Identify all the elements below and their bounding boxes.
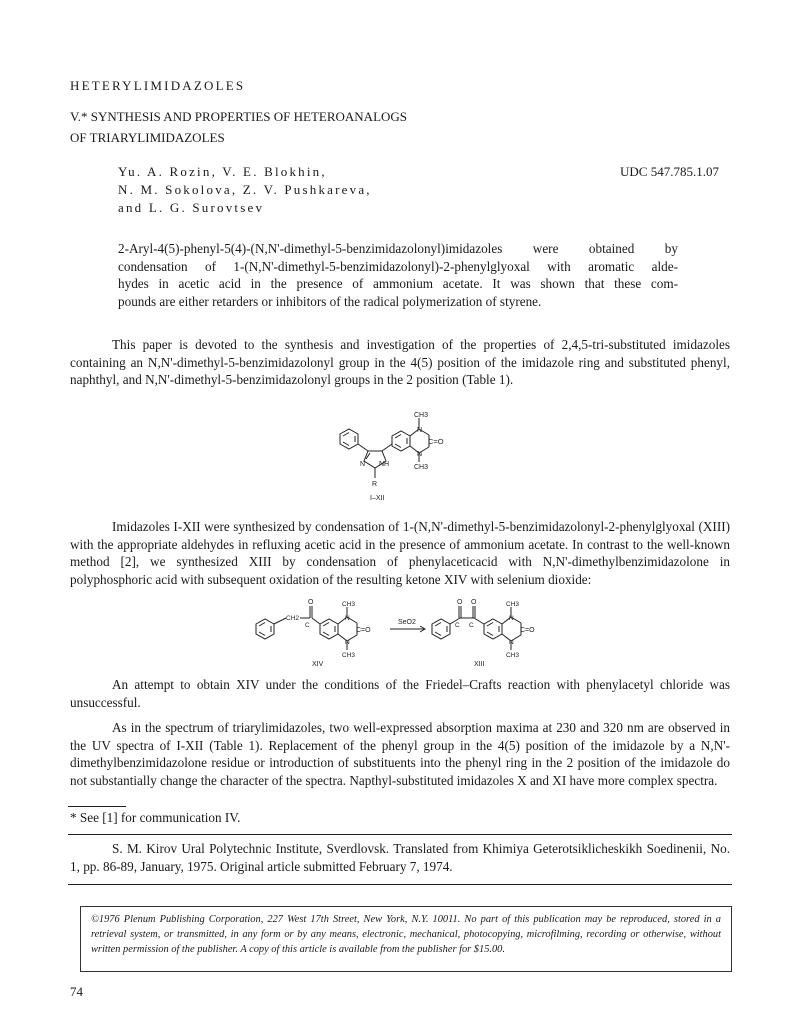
xiii-oxygen-2-label: O bbox=[471, 599, 477, 606]
xiii-ch3-bottom-label: CH3 bbox=[506, 652, 520, 659]
affiliation-note: S. M. Kirov Ural Polytechnic Institute, Sverdlovsk. Translated from Khimiya Geterotsiklicheskikh Soedinenii, No. 1, pp. 86-89, January, 1975. Original article submitted February 7, 1974. bbox=[70, 841, 730, 874]
imidazole-nh-label: NH bbox=[379, 461, 390, 468]
xiii-oxygen-1-label: O bbox=[457, 599, 463, 606]
xiv-carbon-label: C bbox=[305, 622, 310, 629]
abstract-line-1: 2-Aryl-4(5)-phenyl-5(4)-(N,N'-dimethyl-5-benzimidazolonyl)imidazoles were obtained by bbox=[118, 241, 678, 256]
abstract-line-3: hydes in acetic acid in the presence of ammonium acetate. It was shown that these com- bbox=[118, 276, 678, 292]
xiii-n-top-label: N bbox=[509, 615, 514, 622]
paragraph-1: This paper is devoted to the synthesis and investigation of the properties of 2,4,5-tri-substituted imidazoles containing an N,N'-dimethyl-5-benzimidazolonyl group in the 4(5) position of the imidazole ring and substituted phenyl, naphthyl, and N,N'-dimethyl-5-benzimidazolonyl groups in the 2 position (Table 1). bbox=[70, 337, 730, 388]
xiv-ch3-bottom-label: CH3 bbox=[342, 652, 356, 659]
abstract bbox=[118, 240, 678, 310]
page-number: 74 bbox=[70, 984, 83, 999]
compound-label-xiii: XIII bbox=[474, 661, 485, 668]
copyright-box bbox=[80, 906, 732, 972]
compound-label-i-xii: I–XII bbox=[370, 495, 385, 502]
xiii-carbon-1-label: C bbox=[455, 622, 460, 629]
xiv-ch3-top-label: CH3 bbox=[342, 601, 356, 608]
footnote-rule bbox=[68, 806, 126, 807]
xiii-carbon-2-label: C bbox=[469, 622, 474, 629]
carbonyl-label: C=O bbox=[428, 437, 444, 446]
n-bottom-label: N bbox=[417, 451, 423, 458]
r-label: R bbox=[372, 481, 378, 488]
xiv-ch2-label: CH2 bbox=[286, 615, 300, 622]
xiv-n-top-label: N bbox=[345, 615, 350, 622]
authors-line-2: N. M. Sokolova, Z. V. Pushkareva, bbox=[118, 182, 372, 197]
paragraph-3: An attempt to obtain XIV under the conditions of the Friedel–Crafts reaction with phenylacetyl chloride was unsuccessful. bbox=[70, 677, 730, 710]
article-title-line-2: OF TRIARYLIMIDAZOLES bbox=[70, 130, 225, 145]
paragraph-4: As in the spectrum of triarylimidazoles, two well-expressed absorption maxima at 230 and 320 nm are observed in the UV spectra of I-XII (Table 1). Replacement of the phenyl group in the 4(5) position of the imidazole by a N,N'-dimethylbenzimidazolone residue or introduction of substituents into the phenyl ring in the 2 position of the imidazole do not substantially change the character of the spectra. Napthyl-substituted imidazoles X and XI have more complex spectra. bbox=[70, 720, 730, 788]
xiv-oxygen-label: O bbox=[308, 599, 314, 606]
ch3-top-label: CH3 bbox=[414, 412, 429, 419]
xiii-n-bottom-label: N bbox=[509, 639, 514, 646]
article-title-line-1: V.* SYNTHESIS AND PROPERTIES OF HETEROANALOGS bbox=[70, 109, 408, 124]
affiliation-bottom-rule bbox=[68, 884, 732, 885]
xiii-ch3-top-label: CH3 bbox=[506, 601, 520, 608]
n-top-label: N bbox=[417, 427, 423, 434]
abstract-line-4: pounds are either retarders or inhibitors of the radical polymerization of styrene. bbox=[118, 293, 542, 309]
series-title: HETERYLIMIDAZOLES bbox=[70, 78, 246, 93]
ch3-bottom-label: CH3 bbox=[414, 464, 429, 471]
affiliation-rule bbox=[68, 834, 732, 835]
structure-imidazoles bbox=[330, 406, 480, 506]
compound-label-xiv: XIV bbox=[312, 661, 324, 668]
abstract-line-2: condensation of 1-(N,N'-dimethyl-5-benzimidazolonyl)-2-phenylglyoxal with aromatic alde- bbox=[118, 258, 678, 274]
xiii-carbonyl-label: C=O bbox=[520, 627, 535, 634]
copyright-notice: ©1976 Plenum Publishing Corporation, 227 West 17th Street, New York, N.Y. 10011. No part of this publication may be reproduced, stored in a retrieval system, or transmitted, in any form or by any means, electronic, mechanical, photocopying, microfilming, recording or otherwise, without written permission of the publisher. A copy of this article is available from the publisher for $15.00. bbox=[91, 914, 721, 955]
authors-line-1: Yu. A. Rozin, V. E. Blokhin, bbox=[118, 164, 327, 179]
imidazole-n-label: N bbox=[360, 461, 366, 468]
reaction-scheme bbox=[250, 596, 570, 668]
reagent-label: SeO2 bbox=[398, 619, 416, 626]
xiv-carbonyl-label: C=O bbox=[356, 627, 371, 634]
footnote: * See [1] for communication IV. bbox=[70, 810, 241, 825]
authors-line-3: and L. G. Surovtsev bbox=[118, 200, 265, 215]
paragraph-2: Imidazoles I-XII were synthesized by condensation of 1-(N,N'-dimethyl-5-benzimidazolonyl-2-phenylglyoxal (XIII) with the appropriate aldehydes in refluxing acetic acid in the presence of ammonium acetate. In contrast to the well-known method [2], we synthesized XIII by condensation of phenylaceticacid with N,N'-dimethylbenzimidazolone in polyphosphoric acid with subsequent oxidation of the resulting ketone XIV with selenium dioxide: bbox=[70, 519, 730, 587]
udc-code: UDC 547.785.1.07 bbox=[620, 164, 719, 179]
xiv-n-bottom-label: N bbox=[345, 639, 350, 646]
